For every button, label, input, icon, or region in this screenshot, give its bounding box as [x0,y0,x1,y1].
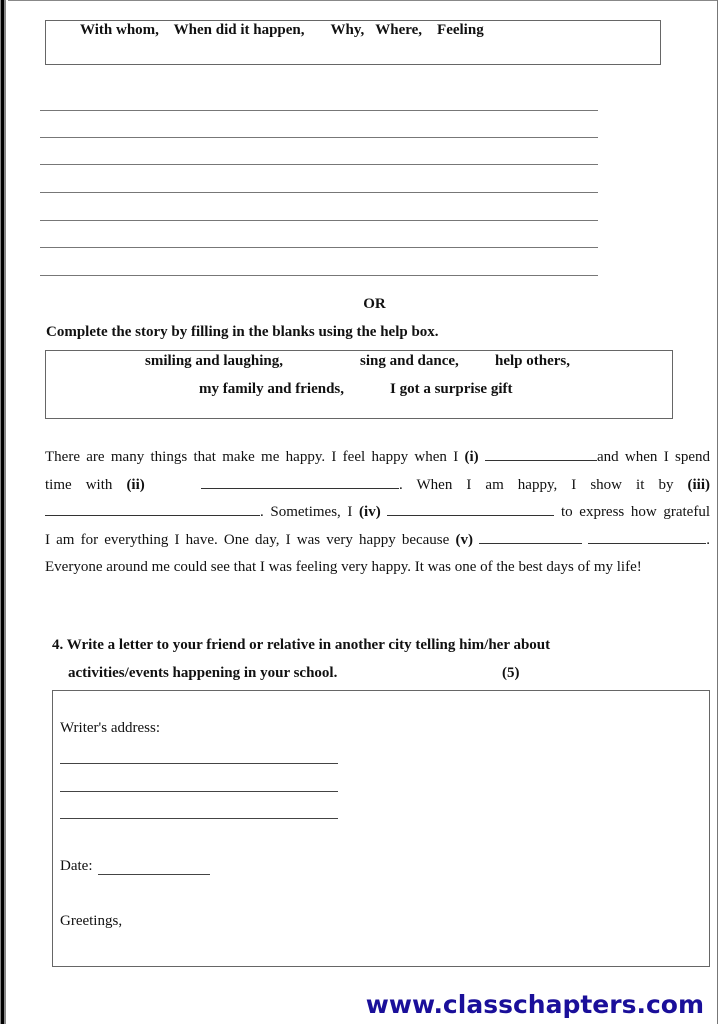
blank-i[interactable] [485,446,597,461]
story-line-5: Everyone around me could see that I was feeling very happy. It was one of the best days of my life! [45,559,642,575]
help-word: my family and friends, [199,381,345,397]
hint-words: With whom, When did it happen, Why, Where, Feeling [80,22,484,38]
address-line[interactable] [60,791,338,792]
story-text: to express how grateful [554,504,710,520]
help-word: I got a surprise gift [390,381,513,397]
writing-line[interactable] [40,247,598,248]
story-line-2 [45,472,710,500]
writing-line[interactable] [40,275,598,276]
story-text: . [706,531,711,548]
blank-iii[interactable] [45,501,260,516]
story-line-1 [45,444,710,472]
question-4-marks: (5) [502,665,520,681]
site-watermark: www.classchapters.com [365,990,704,1019]
story-text: I am for everything I have. One day, I was very happy because [45,531,456,548]
writing-line[interactable] [40,137,598,138]
address-line[interactable] [60,818,338,819]
page-top-rule [8,0,717,1]
story-text: . When I am happy, I show it by [398,476,688,493]
blank-marker-ii: (ii) [126,476,145,493]
blank-marker-v: (v) [455,531,473,548]
question-4-line-2: activities/events happening in your school. [68,665,338,681]
question-4-line-1: 4. Write a letter to your friend or relative in another city telling him/her about [52,637,551,653]
help-word: smiling and laughing, [145,353,283,369]
writing-line[interactable] [40,220,598,221]
help-box [45,350,673,419]
date-label: Date: [60,858,93,874]
greetings-label: Greetings, [60,913,123,929]
story-text: time with [45,476,127,493]
story-text: . Sometimes, I [260,504,360,520]
blank-marker-i: (i) [464,449,479,465]
writers-address-label: Writer's address: [60,720,160,736]
story-text: There are many things that make me happy. I feel happy when I [45,449,465,465]
blank-marker-iii: (iii) [687,476,711,493]
blank-marker-iv: (iv) [359,504,381,520]
blank-ii[interactable] [201,474,399,489]
writing-line[interactable] [40,164,598,165]
story-line-3 [45,499,710,527]
blank-iv[interactable] [387,501,554,516]
story-text: and when I spend [596,449,710,465]
writing-line[interactable] [40,110,598,111]
help-word: help others, [495,353,570,369]
story-line-4 [45,527,710,555]
story-instruction: Complete the story by filling in the blanks using the help box. [46,324,439,340]
date-line[interactable] [98,874,210,875]
blank-v-part1[interactable] [479,529,582,544]
help-word: sing and dance, [360,353,459,369]
or-label: OR [363,296,386,312]
story-paragraph [45,444,710,582]
page-right-rule [717,0,718,1024]
writing-line[interactable] [40,192,598,193]
address-line[interactable] [60,763,338,764]
blank-v-part2[interactable] [588,529,706,544]
page-left-border [0,0,8,1024]
